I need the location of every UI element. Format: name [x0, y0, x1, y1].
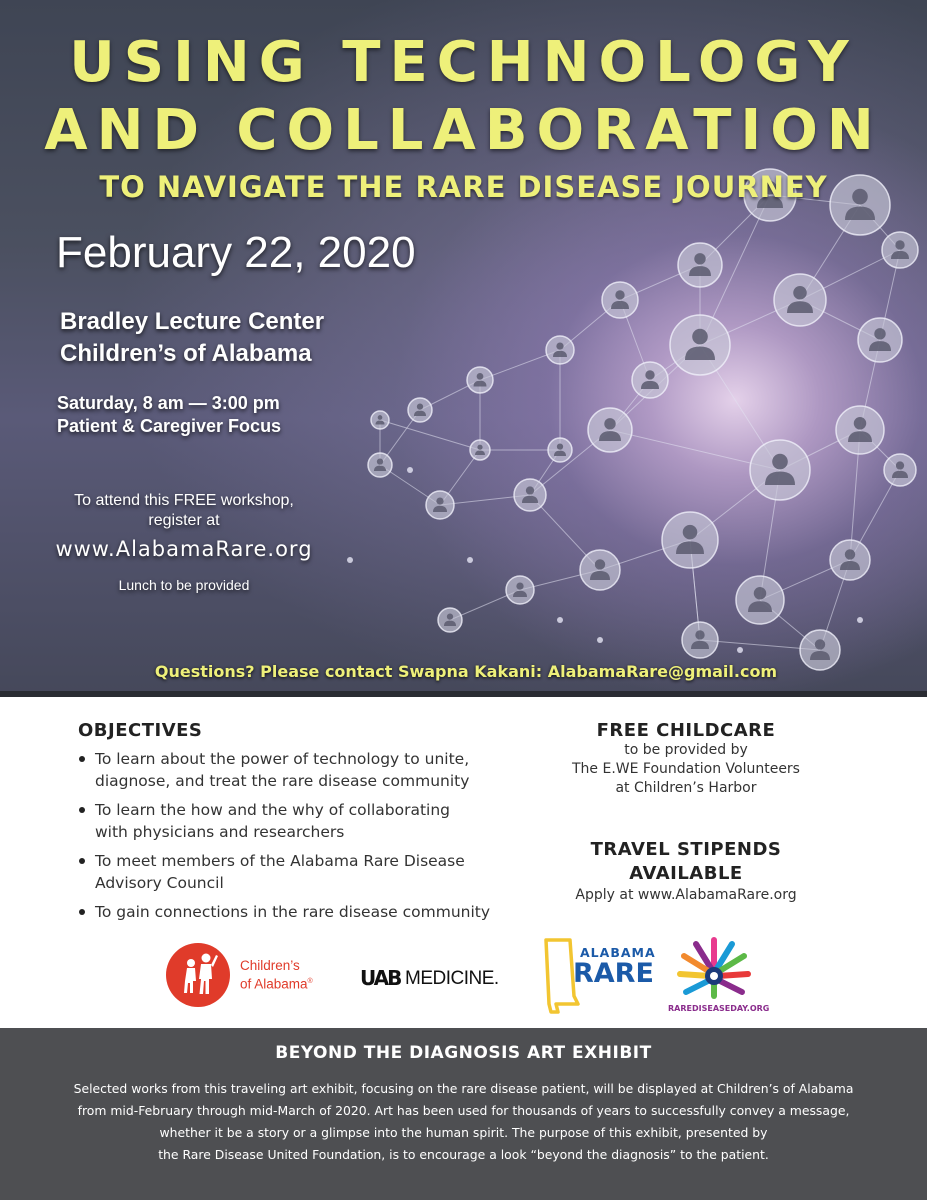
colorful-hands-icon [668, 930, 760, 1002]
person-node-icon [662, 512, 718, 568]
footer-line: Selected works from this traveling art exhibit, focusing on the rare disease patient, will be displayed at Children’s of Alabama [73, 1081, 854, 1096]
person-node-icon [371, 411, 389, 429]
person-node-icon [467, 367, 493, 393]
art-exhibit-footer [0, 1028, 927, 1200]
title-line-1: USING TECHNOLOGY [69, 30, 858, 95]
event-schedule: Saturday, 8 am — 3:00 pm [57, 393, 280, 413]
uab-mark: UAB [360, 966, 401, 990]
person-node-icon [602, 282, 638, 318]
person-node-icon [632, 362, 668, 398]
event-date: February 22, 2020 [56, 228, 416, 277]
person-node-icon [682, 622, 718, 658]
travel-heading-1: TRAVEL STIPENDS [590, 839, 782, 860]
person-node-icon [736, 576, 784, 624]
person-node-icon [670, 315, 730, 375]
objective-line: diagnose, and treat the rare disease community [95, 772, 470, 790]
childrens-logo-line: of Alabama® [240, 976, 313, 992]
objectives-list [78, 748, 518, 930]
person-node-icon [884, 454, 916, 486]
person-node-icon [546, 336, 574, 364]
footer-line: the Rare Disease United Foundation, is to encourage a look “beyond the diagnosis” to the patient. [158, 1147, 769, 1162]
footer-body [8, 1078, 919, 1166]
childrens-logo-line: Children’s [240, 958, 300, 973]
childrens-logo-text [240, 958, 313, 993]
objective-line: with physicians and researchers [95, 823, 345, 841]
person-node-icon [858, 318, 902, 362]
objective-line: To gain connections in the rare disease community [95, 903, 491, 921]
person-node-icon [830, 540, 870, 580]
childcare-line: to be provided by [624, 742, 748, 758]
travel-apply-line: Apply at www.AlabamaRare.org [575, 887, 797, 903]
objective-item [78, 901, 518, 923]
register-text-1: To attend this FREE workshop, [74, 492, 294, 509]
person-node-icon [774, 274, 826, 326]
footer-line: whether it be a story or a glimpse into the human spirit. The purpose of this exhibit, presented by [159, 1125, 768, 1140]
alabama-rare-logo [540, 938, 656, 1018]
childrens-of-alabama-logo [162, 942, 342, 1008]
lunch-note: Lunch to be provided [118, 577, 250, 593]
register-text-2: register at [148, 512, 220, 529]
event-focus: Patient & Caregiver Focus [57, 416, 282, 436]
childcare-heading: FREE CHILDCARE [596, 720, 776, 741]
footer-heading: BEYOND THE DIAGNOSIS ART EXHIBIT [275, 1043, 652, 1063]
childcare-block [536, 720, 836, 798]
footer-line: from mid-February through mid-March of 2020. Art has been used for thousands of years to successfully convey a message, [77, 1103, 850, 1118]
person-node-icon [588, 408, 632, 452]
objective-line: To learn about the power of technology to unite, [95, 750, 470, 768]
rare-disease-day-url: RAREDISEASEDAY.ORG [668, 1004, 770, 1013]
person-node-icon [580, 550, 620, 590]
uab-medicine-logo [360, 966, 510, 990]
person-node-icon [750, 440, 810, 500]
travel-heading-2: AVAILABLE [629, 863, 743, 884]
person-node-icon [678, 243, 722, 287]
rare-disease-day-logo [668, 930, 770, 1018]
childcare-line: The E.WE Foundation Volunteers [572, 761, 800, 777]
person-node-icon [882, 232, 918, 268]
person-node-icon [438, 608, 462, 632]
objective-item [78, 850, 518, 894]
person-node-icon [368, 453, 392, 477]
venue-host: Children’s of Alabama [60, 340, 312, 367]
person-node-icon [408, 398, 432, 422]
person-node-icon [836, 406, 884, 454]
objective-item [78, 748, 518, 792]
childcare-line: at Children’s Harbor [615, 780, 757, 796]
person-node-icon [470, 440, 490, 460]
register-link[interactable]: www.AlabamaRare.org [55, 537, 313, 561]
subtitle: TO NAVIGATE THE RARE DISEASE JOURNEY [99, 170, 828, 204]
travel-block [536, 838, 836, 905]
alabama-rare-word-1: ALABAMA [580, 945, 656, 960]
title-line-2: AND COLLABORATION [44, 98, 883, 163]
uab-word: MEDICINE. [405, 968, 499, 989]
objective-item [78, 799, 518, 843]
person-node-icon [548, 438, 572, 462]
objective-line: To learn the how and the why of collaborating [95, 801, 450, 819]
objective-line: Advisory Council [95, 874, 224, 892]
objectives-heading: OBJECTIVES [78, 720, 203, 741]
hero-divider [0, 691, 927, 697]
person-node-icon [506, 576, 534, 604]
contact-line: Questions? Please contact Swapna Kakani: AlabamaRare@gmail.com [154, 662, 778, 681]
person-node-icon [426, 491, 454, 519]
venue-name: Bradley Lecture Center [60, 308, 325, 335]
person-node-icon [514, 479, 546, 511]
children-figures-icon [166, 943, 230, 1007]
alabama-rare-word-2: RARE [573, 958, 654, 989]
objective-line: To meet members of the Alabama Rare Disease [95, 852, 465, 870]
